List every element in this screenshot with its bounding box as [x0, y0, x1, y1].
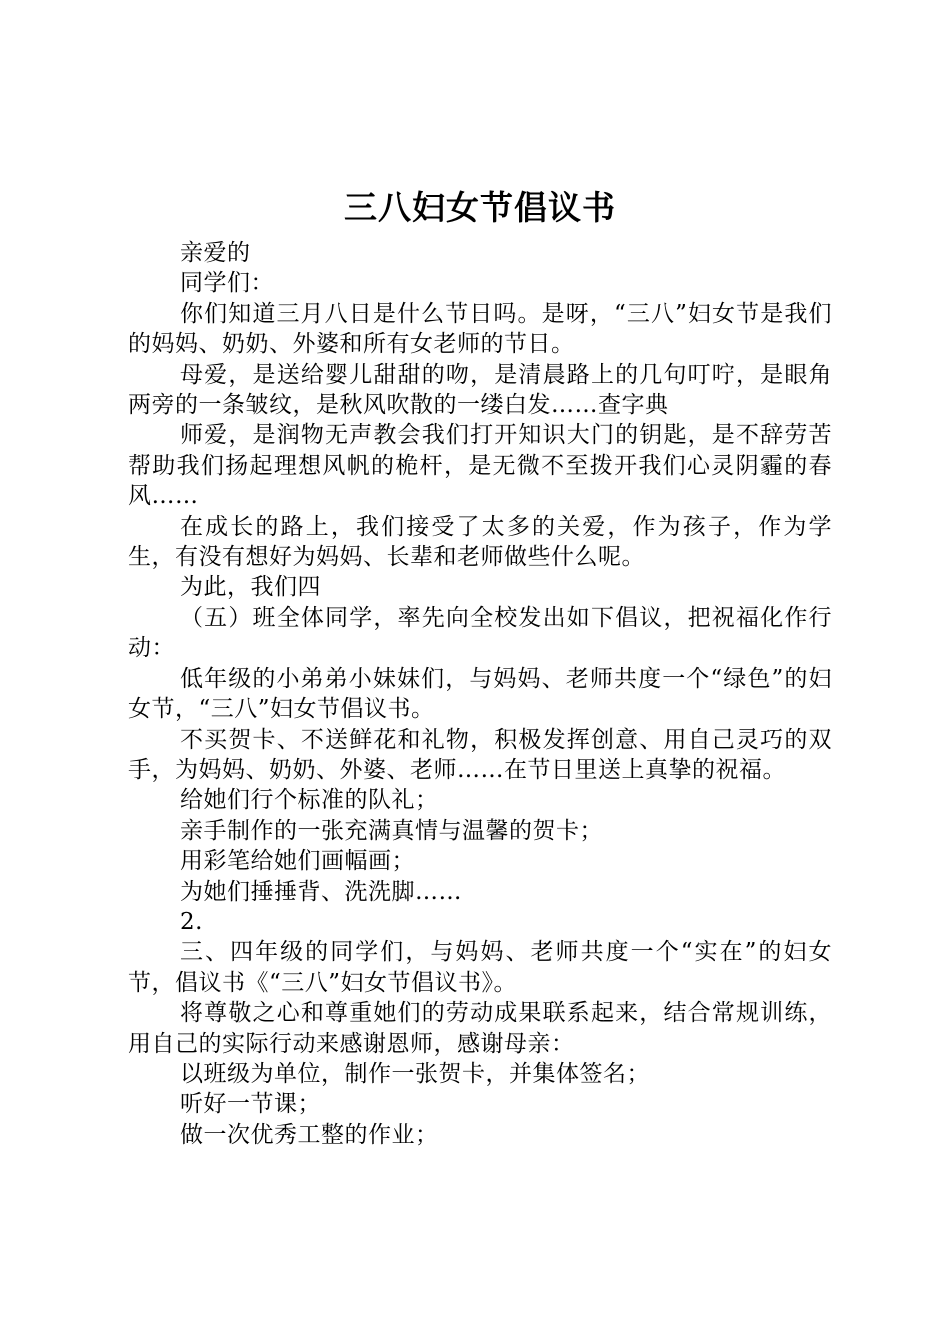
- paragraph: 将尊敬之心和尊重她们的劳动成果联系起来，结合常规训练，用自己的实际行动来感谢恩师，感谢母亲：: [128, 1000, 832, 1057]
- paragraph-salutation: 亲爱的: [180, 240, 251, 266]
- paragraph: （五）班全体同学，率先向全校发出如下倡议，把祝福化作行动：: [128, 604, 832, 662]
- list-item: 给她们行个标准的队礼；: [180, 787, 439, 814]
- paragraph: 不买贺卡、不送鲜花和礼物，积极发挥创意、用自己灵巧的双手，为妈妈、奶奶、外婆、老师……在节日里送上真挚的祝福。: [128, 726, 832, 783]
- document-body: [128, 238, 832, 1150]
- document-title: 三八妇女节倡议书: [344, 188, 616, 227]
- paragraph: 三、四年级的同学们，与妈妈、老师共度一个“实在”的妇女节，倡议书《“三八”妇女节倡议书》。: [128, 939, 832, 996]
- paragraph: 母爱，是送给婴儿甜甜的吻，是清晨路上的几句叮咛，是眼角两旁的一条皱纹，是秋风吹散的一缕白发……查字典: [128, 361, 832, 419]
- list-item: 听好一节课；: [180, 1091, 321, 1118]
- paragraph: 在成长的路上，我们接受了太多的关爱，作为孩子，作为学生，有没有想好为妈妈、长辈和老师做些什么呢。: [128, 513, 832, 571]
- list-item: 用彩笔给她们画幅画；: [180, 848, 415, 875]
- paragraph: 你们知道三月八日是什么节日吗。是呀，“三八”妇女节是我们的妈妈、奶奶、外婆和所有女老师的节日。: [128, 300, 832, 358]
- list-item: 以班级为单位，制作一张贺卡，并集体签名；: [180, 1060, 650, 1087]
- section-number: 2.: [180, 908, 203, 935]
- list-item: 亲手制作的一张充满真情与温馨的贺卡；: [180, 817, 603, 844]
- list-item: 做一次优秀工整的作业；: [180, 1121, 439, 1148]
- list-item: 为她们捶捶背、洗洗脚……: [180, 878, 462, 905]
- document-page: [128, 182, 832, 1150]
- paragraph: 低年级的小弟弟小妹妹们，与妈妈、老师共度一个“绿色”的妇女节，“三八”妇女节倡议书。: [128, 665, 832, 723]
- paragraph: 为此，我们四: [180, 574, 321, 601]
- paragraph: 师爱，是润物无声教会我们打开知识大门的钥匙，是不辞劳苦帮助我们扬起理想风帆的桅杆，是无微不至拨开我们心灵阴霾的春风……: [128, 422, 832, 510]
- paragraph-salutation-recipients: 同学们：: [180, 270, 274, 297]
